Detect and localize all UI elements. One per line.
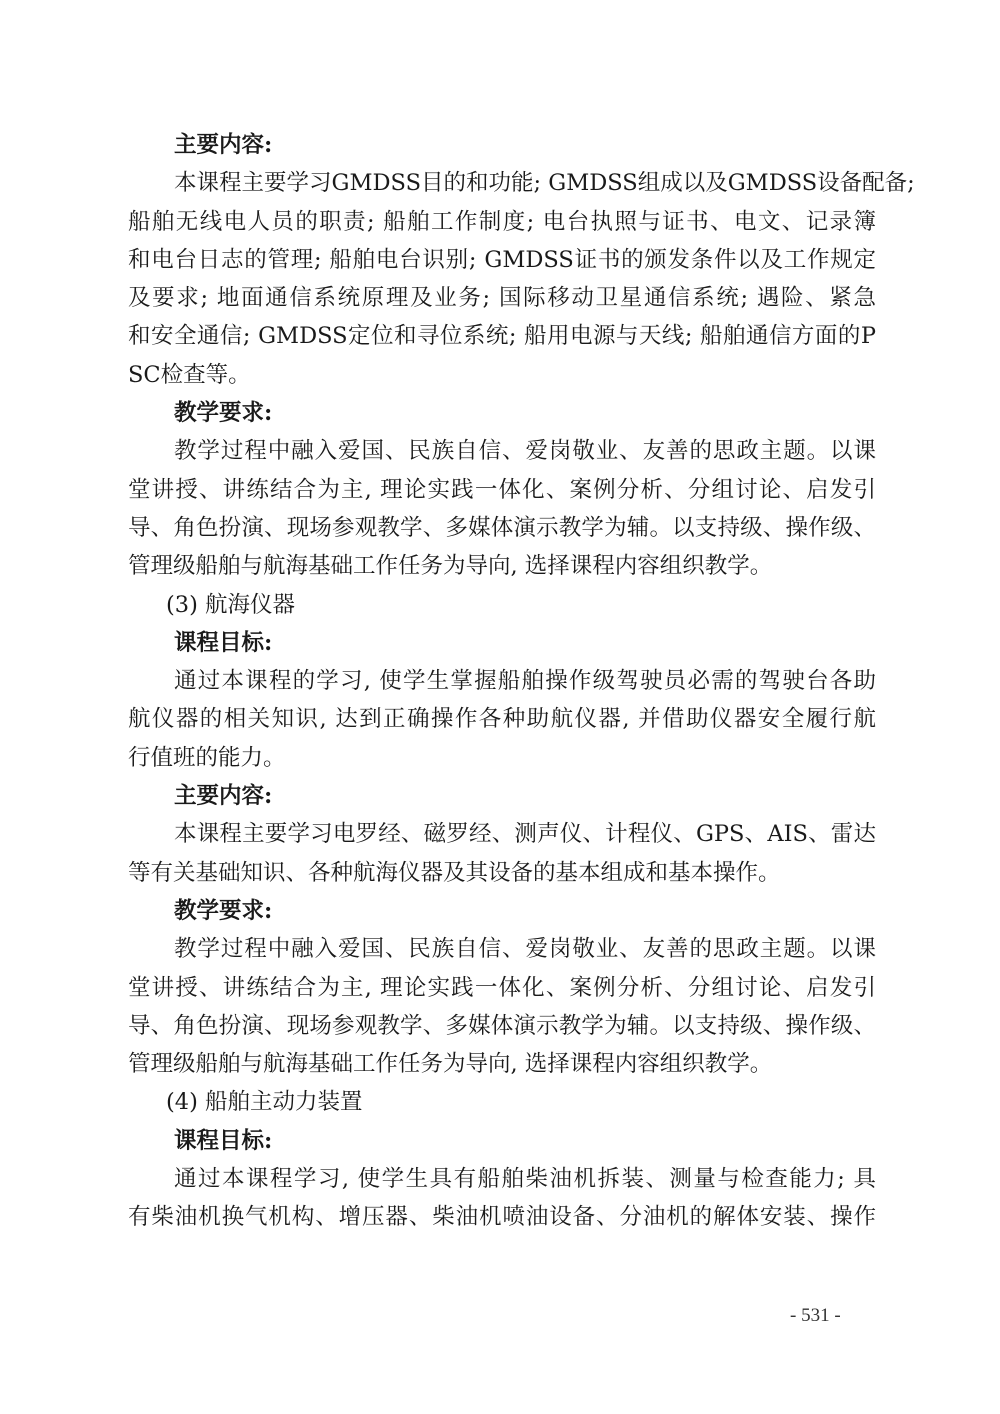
paragraph-line: 本课程主要学习GMDSS目的和功能; GMDSS组成以及GMDSS设备配备; <box>174 170 915 197</box>
document-body <box>128 126 915 1237</box>
paragraph-line: 及要求; 地面通信系统原理及业务; 国际移动卫星通信系统; 遇险、紧急 <box>128 285 876 312</box>
section-heading: 课程目标: <box>174 1127 273 1154</box>
subsection-title: (4) 船舶主动力装置 <box>166 1089 363 1116</box>
section-heading: 课程目标: <box>174 629 273 656</box>
paragraph-line: 和安全通信; GMDSS定位和寻位系统; 船用电源与天线; 船舶通信方面的P <box>128 323 876 350</box>
paragraph-line: 堂讲授、讲练结合为主, 理论实践一体化、案例分析、分组讨论、启发引 <box>128 974 876 1001</box>
paragraph-line: 通过本课程的学习, 使学生掌握船舶操作级驾驶员必需的驾驶台各助 <box>174 668 876 695</box>
paragraph-line: 导、角色扮演、现场参观教学、多媒体演示教学为辅。以支持级、操作级、 <box>128 1012 876 1039</box>
paragraph-line: 管理级船舶与航海基础工作任务为导向, 选择课程内容组织教学。 <box>128 1051 773 1078</box>
paragraph-line: 等有关基础知识、各种航海仪器及其设备的基本组成和基本操作。 <box>128 859 781 886</box>
paragraph-line: 堂讲授、讲练结合为主, 理论实践一体化、案例分析、分组讨论、启发引 <box>128 476 876 503</box>
paragraph-line: 教学过程中融入爱国、民族自信、爱岗敬业、友善的思政主题。以课 <box>174 936 876 963</box>
paragraph-line: 行值班的能力。 <box>128 744 286 771</box>
paragraph-line: 本课程主要学习电罗经、磁罗经、测声仪、计程仪、GPS、AIS、雷达 <box>174 821 876 848</box>
paragraph-line: 管理级船舶与航海基础工作任务为导向, 选择课程内容组织教学。 <box>128 553 773 580</box>
paragraph-line: 航仪器的相关知识, 达到正确操作各种助航仪器, 并借助仪器安全履行航 <box>128 706 876 733</box>
paragraph-line: 和电台日志的管理; 船舶电台识别; GMDSS证书的颁发条件以及工作规定 <box>128 246 876 273</box>
paragraph-line: 通过本课程学习, 使学生具有船舶柴油机拆装、测量与检查能力; 具 <box>174 1166 876 1193</box>
subsection-title: (3) 航海仪器 <box>166 591 296 618</box>
paragraph-line: 导、角色扮演、现场参观教学、多媒体演示教学为辅。以支持级、操作级、 <box>128 514 876 541</box>
section-heading: 主要内容: <box>174 132 273 158</box>
paragraph-line: 有柴油机换气机构、增压器、柴油机喷油设备、分油机的解体安装、操作 <box>128 1204 876 1231</box>
paragraph-line: SC检查等。 <box>128 361 251 388</box>
page-number: - 531 - <box>790 1305 841 1326</box>
paragraph-line: 船舶无线电人员的职责; 船舶工作制度; 电台执照与证书、电文、记录簿 <box>128 208 876 235</box>
section-heading: 主要内容: <box>174 783 273 810</box>
section-heading: 教学要求: <box>174 897 273 924</box>
section-heading: 教学要求: <box>174 400 273 427</box>
paragraph-line: 教学过程中融入爱国、民族自信、爱岗敬业、友善的思政主题。以课 <box>174 438 876 465</box>
